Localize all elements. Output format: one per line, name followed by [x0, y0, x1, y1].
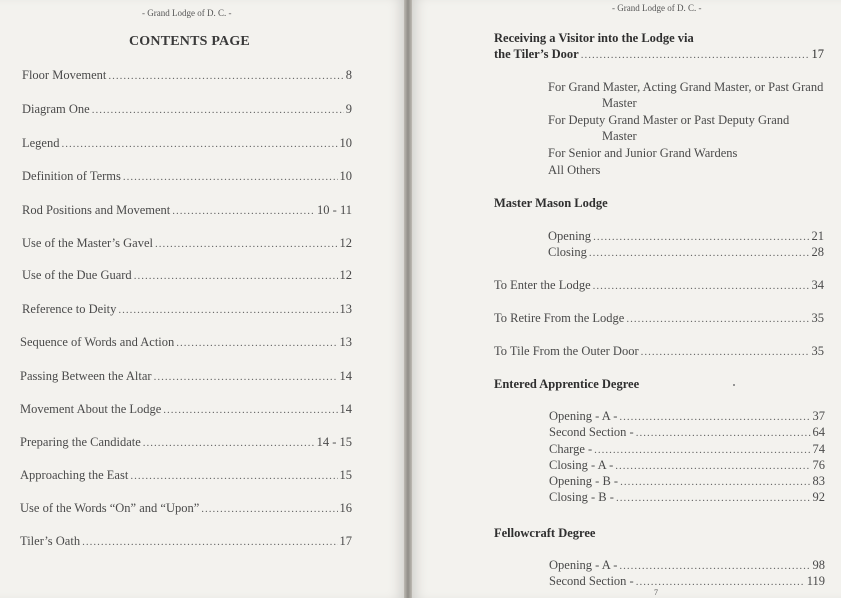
- toc-page-number: 74: [812, 442, 825, 456]
- toc-entry-movement-about-lodge: [20, 401, 352, 418]
- toc-page-number: 10: [339, 169, 352, 183]
- toc-label: Second Section -: [549, 574, 634, 588]
- visitor-item-grand-wardens: For Senior and Junior Grand Wardens: [548, 146, 738, 160]
- toc-entry-legend: [22, 135, 352, 152]
- toc-page-number: 83: [812, 474, 825, 488]
- toc-page-number: 35: [811, 344, 824, 358]
- toc-label: Closing - A -: [549, 458, 614, 472]
- mm-entry-opening: [548, 228, 824, 245]
- toc-label: Use of the Words “On” and “Upon”: [20, 501, 200, 515]
- toc-page-number: 12: [339, 268, 352, 282]
- fellowcraft-heading: Fellowcraft Degree: [494, 526, 596, 540]
- toc-label: Diagram One: [22, 102, 90, 116]
- toc-page-number: 34: [811, 278, 824, 292]
- left-running-head: - Grand Lodge of D. C. -: [142, 8, 232, 18]
- toc-page-number: 17: [811, 47, 824, 61]
- toc-entry-retire-lodge: [494, 310, 824, 327]
- toc-entry-floor-movement: [22, 67, 352, 84]
- toc-page-number: 15: [339, 468, 352, 482]
- toc-label: Approaching the East: [20, 468, 129, 482]
- toc-label: Opening - A -: [549, 409, 618, 423]
- visitor-heading: Receiving a Visitor into the Lodge via: [494, 31, 694, 45]
- contents-page-title: CONTENTS PAGE: [129, 34, 250, 49]
- toc-page-number: 64: [812, 425, 825, 439]
- toc-entry-enter-lodge: [494, 277, 824, 294]
- visitor-item-grand-master: [548, 79, 826, 111]
- toc-label: Definition of Terms: [22, 169, 121, 183]
- toc-page-number: 119: [806, 574, 825, 588]
- toc-label: the Tiler’s Door: [494, 47, 579, 61]
- toc-label: Use of the Master’s Gavel: [22, 236, 153, 250]
- toc-page-number: 92: [812, 490, 825, 504]
- toc-label: To Enter the Lodge: [494, 278, 591, 292]
- toc-page-number: 98: [812, 558, 825, 572]
- toc-page-number: 8: [345, 68, 352, 82]
- fc-entry-second-section: [549, 573, 825, 590]
- toc-entry-definition-of-terms: [22, 168, 352, 185]
- toc-label: Reference to Deity: [22, 302, 117, 316]
- right-running-head: - Grand Lodge of D. C. -: [612, 3, 702, 13]
- toc-page-number: 37: [812, 409, 825, 423]
- toc-page-number: 12: [339, 236, 352, 250]
- toc-label: Charge -: [549, 442, 593, 456]
- toc-label: Closing: [548, 245, 587, 259]
- toc-entry-approaching-east: [20, 467, 352, 484]
- toc-label: Passing Between the Altar: [20, 369, 152, 383]
- mm-entry-closing: [548, 244, 824, 261]
- toc-page-number: 21: [811, 229, 824, 243]
- visitor-item-text: For Grand Master, Acting Grand Master, or Past Grand Master: [548, 80, 824, 110]
- toc-label: Opening - A -: [549, 558, 618, 572]
- toc-entry-tilers-oath: [20, 533, 352, 550]
- ea-entry-opening-b: [549, 473, 825, 490]
- paper-speck: [733, 384, 735, 386]
- visitor-heading-entry: [494, 46, 824, 63]
- toc-entry-words-on-upon: [20, 500, 352, 517]
- toc-page-number: 16: [339, 501, 352, 515]
- entered-apprentice-heading: Entered Apprentice Degree: [494, 377, 640, 391]
- toc-label: Tiler’s Oath: [20, 534, 81, 548]
- toc-page-number: 9: [345, 102, 352, 116]
- toc-label: Closing - B -: [549, 490, 614, 504]
- ea-entry-opening-a: [549, 408, 825, 425]
- toc-entry-preparing-candidate: [20, 434, 352, 451]
- toc-label: Second Section -: [549, 425, 634, 439]
- toc-entry-sequence-of-words: [20, 334, 352, 351]
- toc-page-number: 35: [811, 311, 824, 325]
- toc-page-number: 76: [812, 458, 825, 472]
- toc-label: Use of the Due Guard: [22, 268, 132, 282]
- master-mason-heading: Master Mason Lodge: [494, 196, 608, 210]
- toc-label: To Retire From the Lodge: [494, 311, 625, 325]
- fc-entry-opening-a: [549, 557, 825, 574]
- toc-label: Sequence of Words and Action: [20, 335, 175, 349]
- toc-label: Opening: [548, 229, 592, 243]
- toc-page-number: 14: [339, 402, 352, 416]
- visitor-item-deputy-grand-master: [548, 112, 826, 144]
- ea-entry-charge: [549, 441, 825, 458]
- toc-label: Rod Positions and Movement: [22, 203, 171, 217]
- toc-page-number: 28: [811, 245, 824, 259]
- toc-page-number: 13: [339, 302, 352, 316]
- ea-entry-second-section: [549, 424, 825, 441]
- toc-label: To Tile From the Outer Door: [494, 344, 639, 358]
- toc-entry-diagram-one: [22, 101, 352, 118]
- toc-entry-due-guard: [22, 267, 352, 284]
- toc-page-number: 10: [339, 136, 352, 150]
- toc-page-number: 14: [339, 369, 352, 383]
- toc-label: Movement About the Lodge: [20, 402, 162, 416]
- toc-entry-masters-gavel: [22, 235, 352, 252]
- toc-page-number: 13: [339, 335, 352, 349]
- ea-entry-closing-b: [549, 489, 825, 506]
- toc-label: Floor Movement: [22, 68, 107, 82]
- toc-label: Preparing the Candidate: [20, 435, 141, 449]
- visitor-item-text: For Deputy Grand Master or Past Deputy Grand Master: [548, 113, 790, 143]
- toc-entry-passing-altar: [20, 368, 352, 385]
- toc-entry-reference-to-deity: [22, 301, 352, 318]
- toc-label: Legend: [22, 136, 60, 150]
- visitor-item-all-others: All Others: [548, 163, 601, 177]
- ea-entry-closing-a: [549, 457, 825, 474]
- page-number: 7: [654, 588, 658, 597]
- toc-entry-rod-positions: [22, 202, 352, 219]
- toc-entry-tile-outer-door: [494, 343, 824, 360]
- toc-page-number: 17: [339, 534, 352, 548]
- book-gutter: [404, 0, 412, 598]
- toc-page-number: 10 - 11: [317, 203, 352, 217]
- toc-label: Opening - B -: [549, 474, 619, 488]
- toc-page-number: 14 - 15: [316, 435, 352, 449]
